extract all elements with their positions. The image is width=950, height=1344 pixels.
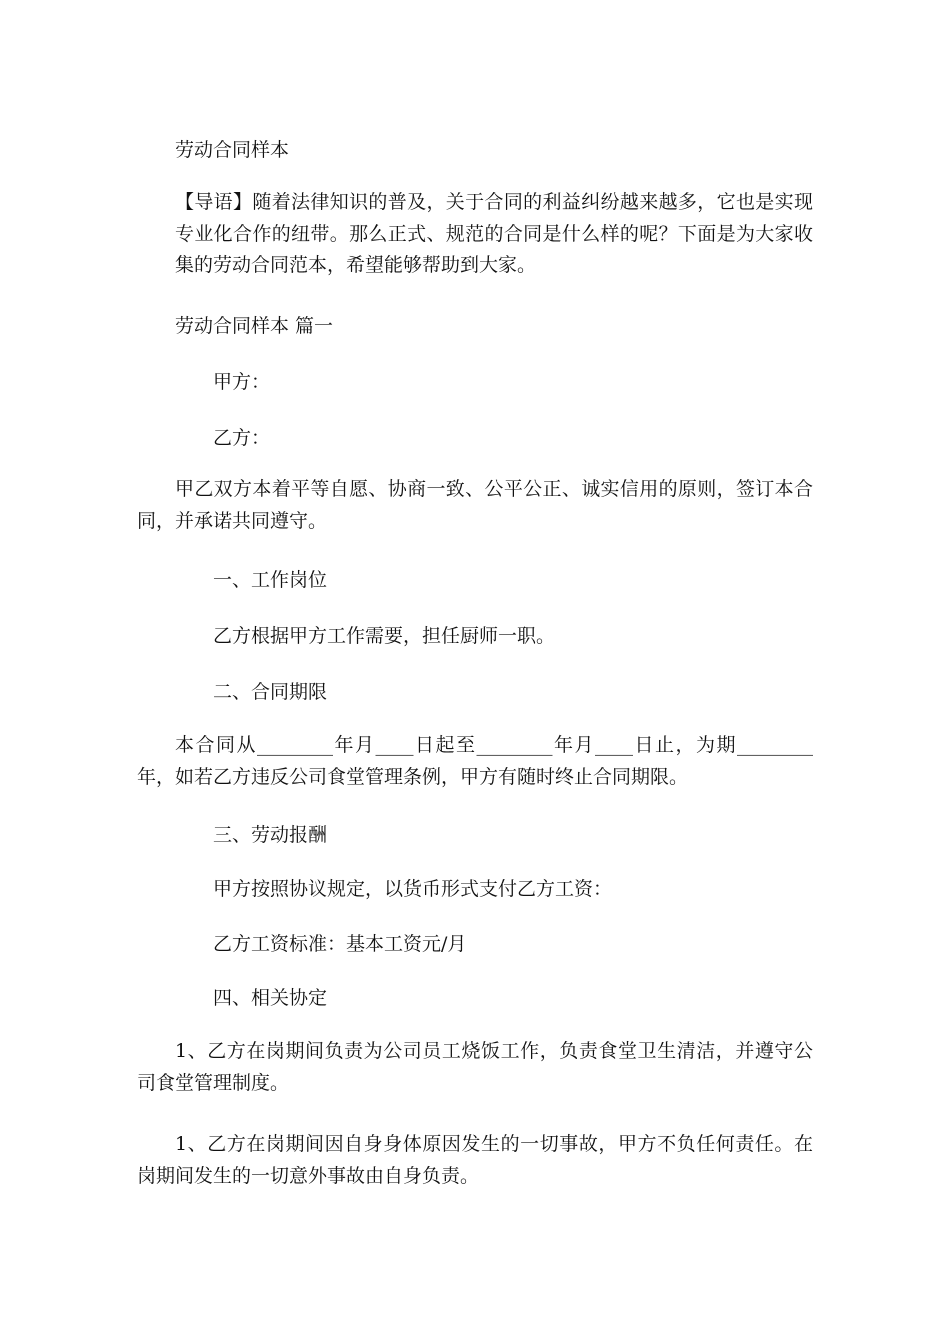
clause4-item2: 1、乙方在岗期间因自身身体原因发生的一切事故，甲方不负任何责任。在岗期间发生的一切意外事故由自身负责。: [137, 1133, 813, 1187]
clause1-text: 乙方根据甲方工作需要，担任厨师一职。: [213, 625, 556, 647]
clause3-heading: 三、劳动报酬: [213, 824, 328, 846]
clause4-heading: 四、相关协定: [213, 987, 328, 1009]
clause3-text: 甲方按照协议规定，以货币形式支付乙方工资：: [213, 878, 613, 900]
clause2-heading: 二、合同期限: [213, 681, 328, 703]
section-title: 劳动合同样本 篇一: [175, 315, 334, 337]
document-title: 劳动合同样本: [175, 139, 290, 161]
clause3-salary: 乙方工资标准：基本工资元/月: [213, 933, 467, 955]
intro-paragraph: 【导语】随着法律知识的普及，关于合同的利益纠纷越来越多，它也是实现专业化合作的纽带。那么正式、规范的合同是什么样的呢？下面是为大家收集的劳动合同范本，希望能够帮助到大家。: [175, 191, 813, 276]
party-a-label: 甲方：: [213, 371, 271, 393]
clause1-heading: 一、工作岗位: [213, 569, 328, 591]
party-b-label: 乙方：: [213, 427, 271, 449]
clause2-paragraph: 本合同从________年月____日起至________年月____日止，为期________年，如若乙方违反公司食堂管理条例，甲方有随时终止合同期限。: [137, 734, 813, 788]
preamble-paragraph: 甲乙双方本着平等自愿、协商一致、公平公正、诚实信用的原则，签订本合同，并承诺共同遵守。: [137, 478, 813, 532]
clause4-item1: 1、乙方在岗期间负责为公司员工烧饭工作，负责食堂卫生清洁，并遵守公司食堂管理制度。: [137, 1040, 813, 1094]
